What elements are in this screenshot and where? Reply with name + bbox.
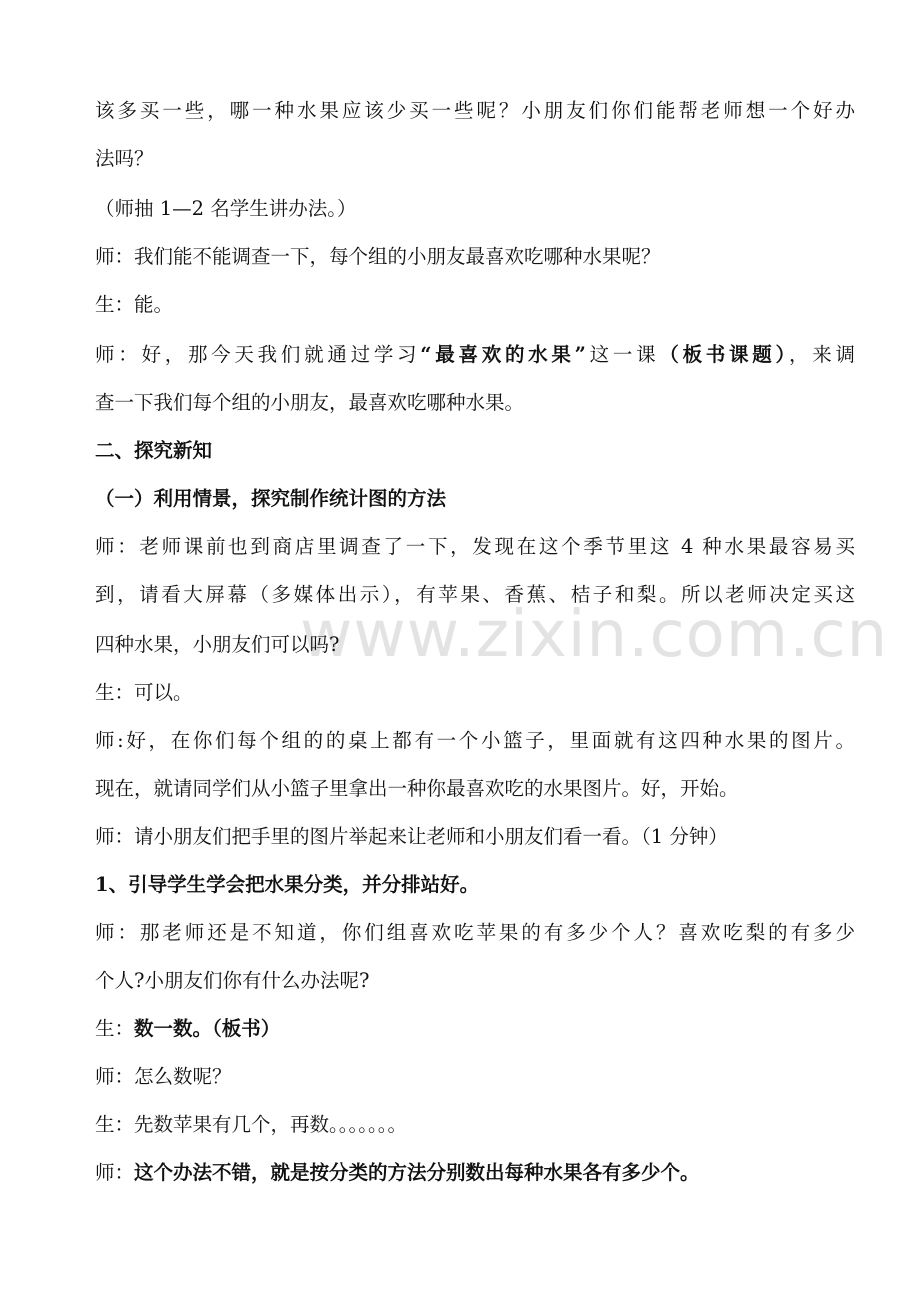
text-line-mixed — [95, 340, 855, 370]
summary-emphasis: 这个办法不错，就是按分类的方法分别数出每种水果各有多少个。 — [134, 1161, 700, 1184]
text-line: 该多买一些，哪一种水果应该少买一些呢？小朋友们你们能帮老师想一个好办 — [95, 99, 855, 122]
text-segment: 这一课 — [585, 343, 660, 366]
text-line-mixed — [95, 1014, 855, 1044]
text-line: 生：可以。 — [95, 681, 193, 704]
text-line: 生：能。 — [95, 293, 174, 316]
subsection-heading: （一）利用情景，探究制作统计图的方法 — [95, 487, 447, 510]
text-line: 师：那老师还是不知道，你们组喜欢吃苹果的有多少个人？喜欢吃梨的有多少 — [95, 921, 855, 944]
text-line: 师：请小朋友们把手里的图片举起来让老师和小朋友们看一看。（1 分钟） — [95, 825, 728, 848]
text-line: 生：先数苹果有几个，再数。。。。。。。 — [95, 1113, 408, 1136]
text-line: 法吗？ — [95, 147, 154, 170]
text-line: 师:好，在你们每个组的的桌上都有一个小篮子，里面就有这四种水果的图片。 — [95, 729, 855, 752]
text-line: 现在，就请同学们从小篮子里拿出一种你最喜欢吃的水果图片。好，开始。 — [95, 777, 739, 800]
text-segment: 师： — [95, 1161, 135, 1184]
board-note-emphasis: （板书课题） — [659, 343, 789, 366]
text-line: 师：老师课前也到商店里调查了一下，发现在这个季节里这 4 种水果最容易买 — [95, 535, 855, 558]
text-segment: 生： — [95, 1017, 135, 1040]
text-line: 四种水果，小朋友们可以吗? — [95, 633, 340, 656]
text-line: （师抽 1—2 名学生讲办法。） — [95, 197, 357, 220]
text-segment: 师：好，那今天我们就通过学习 — [95, 343, 421, 366]
step-heading: 1、引导学生学会把水果分类，并分排站好。 — [95, 873, 480, 896]
board-note-emphasis: 数一数。（板书） — [134, 1017, 281, 1040]
text-line: 到，请看大屏幕（多媒体出示），有苹果、香蕉、桔子和梨。所以老师决定买这 — [95, 583, 855, 606]
text-line: 师：我们能不能调查一下，每个组的小朋友最喜欢吃哪种水果呢？ — [95, 245, 661, 268]
text-segment: ，来调 — [789, 343, 855, 366]
section-heading: 二、探究新知 — [95, 439, 213, 462]
text-line-mixed — [95, 1158, 855, 1188]
text-line: 个人?小朋友们你有什么办法呢? — [95, 969, 370, 992]
watermark: www.zixin.com.cn — [300, 598, 889, 672]
lesson-title-emphasis: “最喜欢的水果” — [420, 343, 586, 366]
text-line: 师：怎么数呢？ — [95, 1065, 232, 1088]
text-line: 查一下我们每个组的小朋友，最喜欢吃哪种水果。 — [95, 391, 525, 414]
